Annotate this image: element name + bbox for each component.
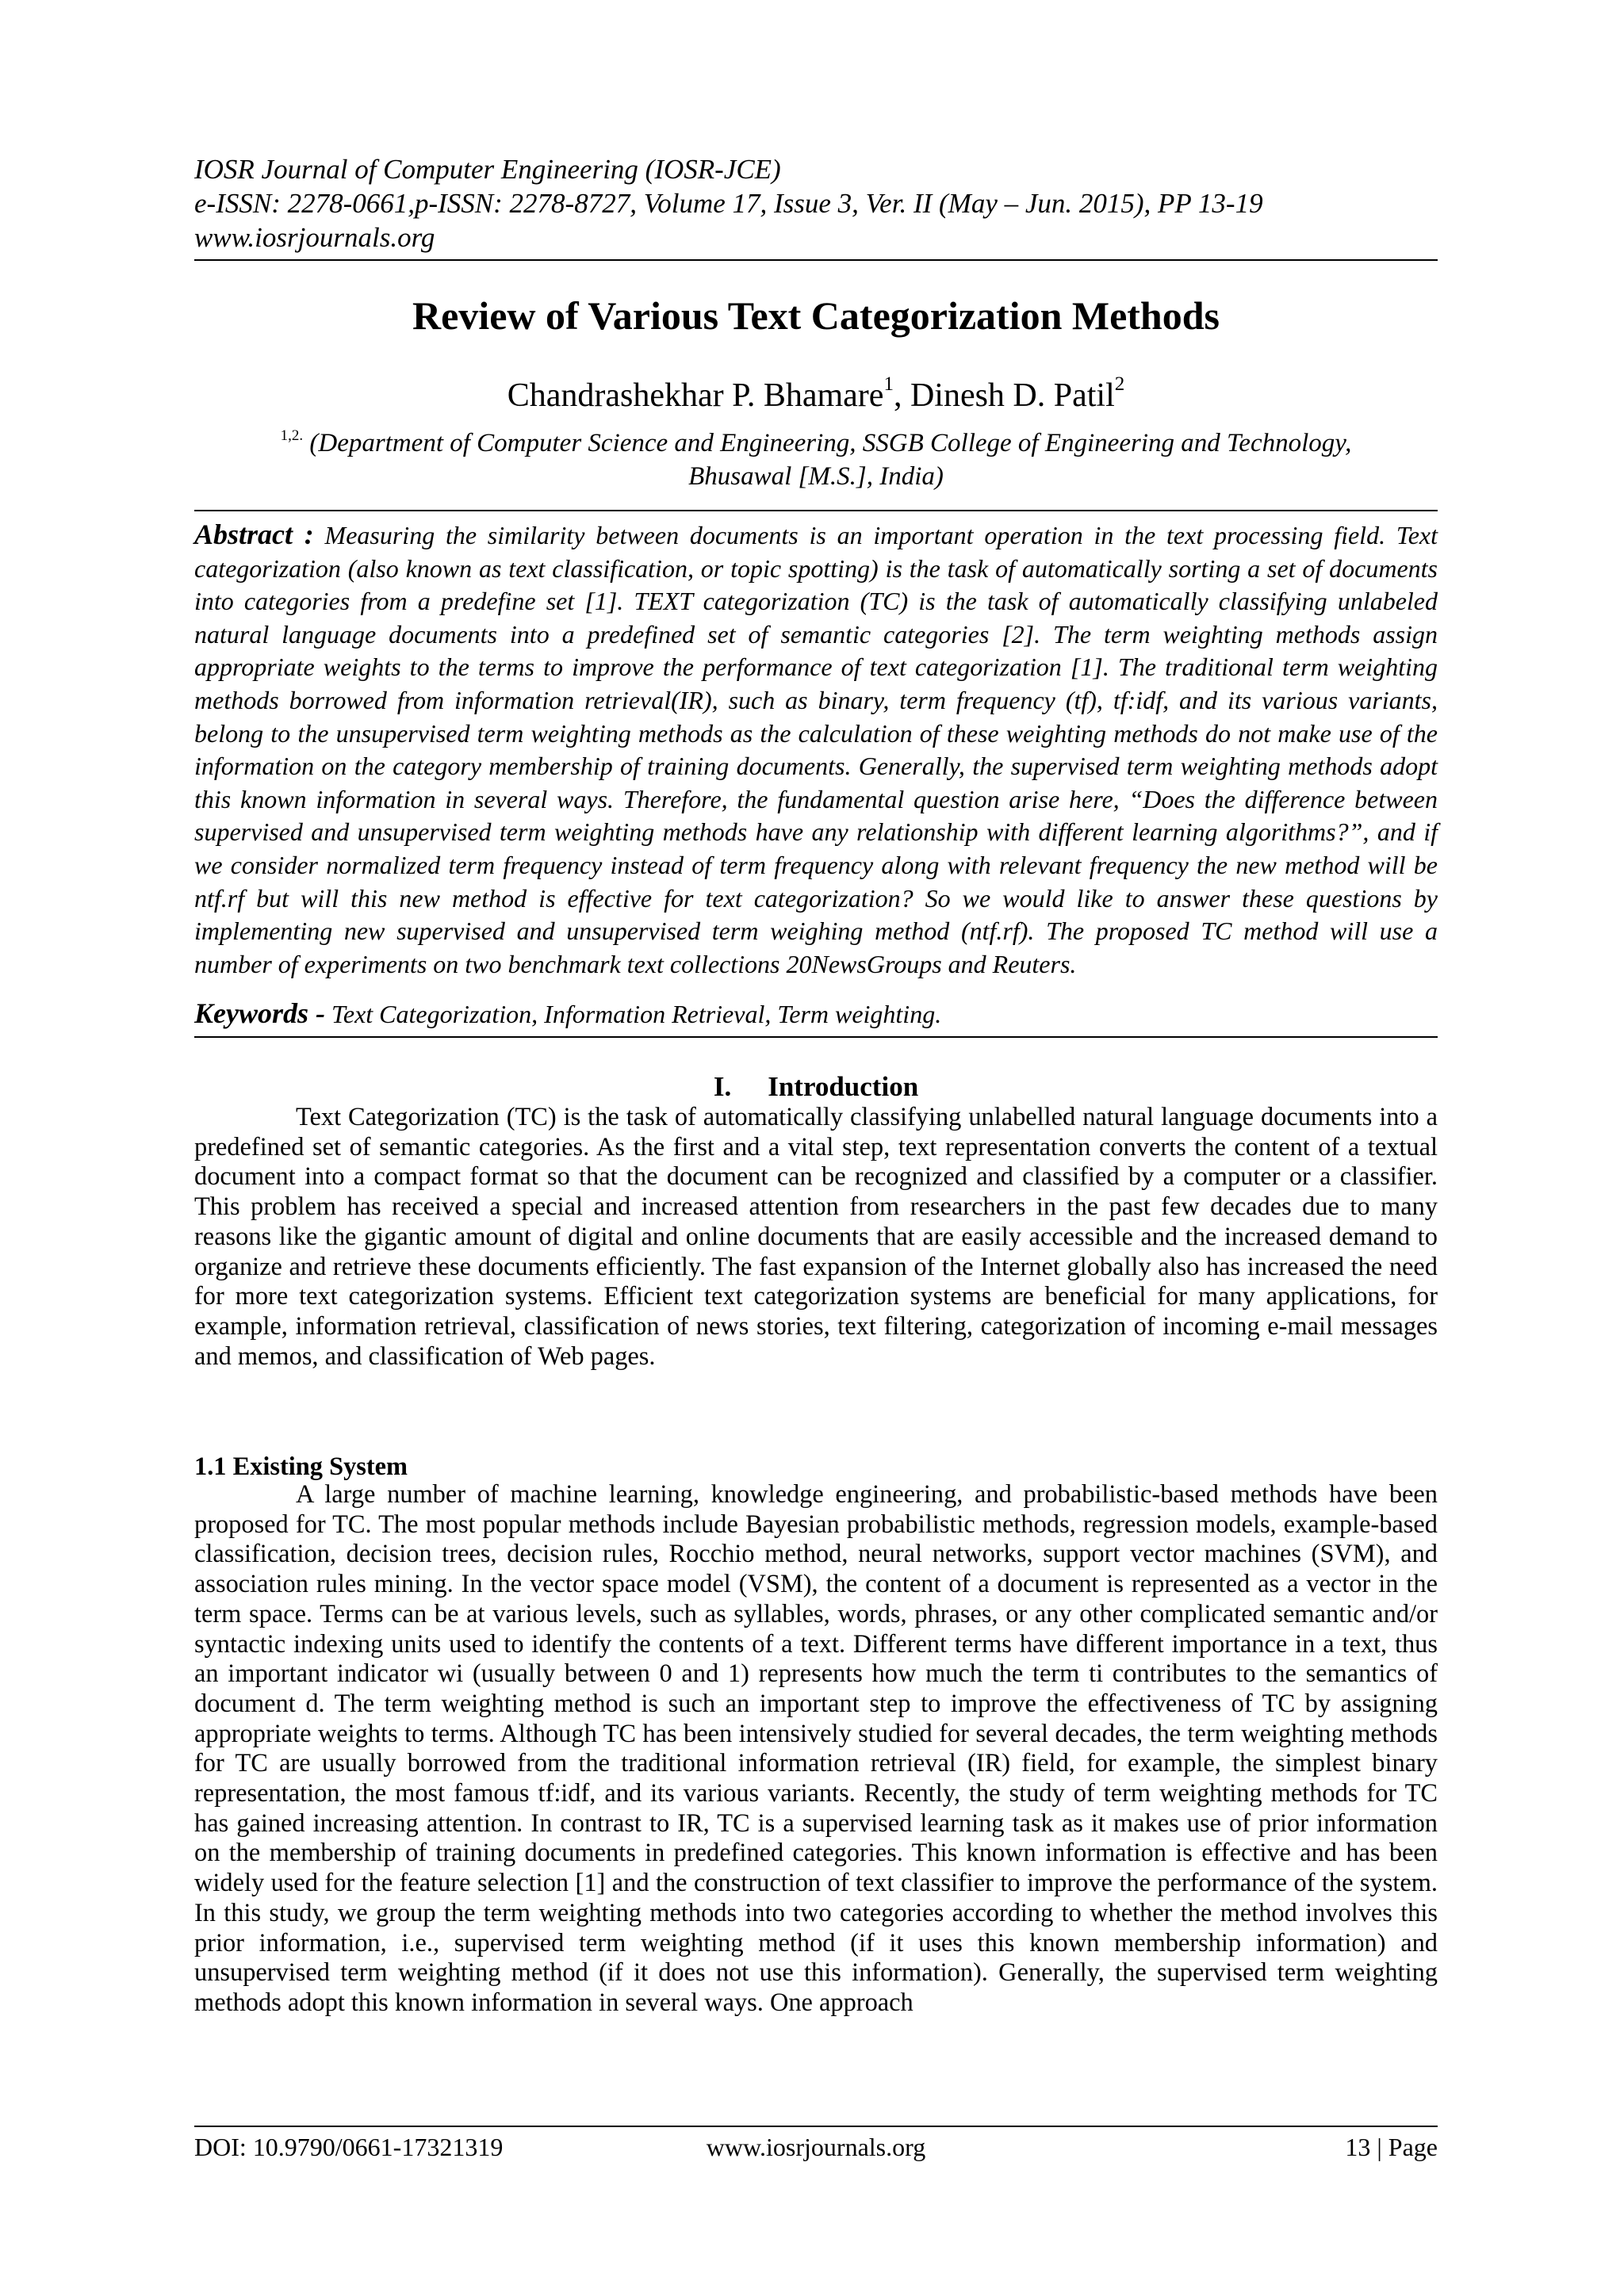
keywords-text: Text Categorization, Information Retrieval, Term weighting.	[331, 1000, 942, 1028]
footer-page-number: 13 | Page	[1345, 2133, 1438, 2161]
paper-page	[194, 0, 1438, 2296]
journal-issn: e-ISSN: 2278-0661,p-ISSN: 2278-8727, Volume 17, Issue 3, Ver. II (May – Jun. 2015), PP 13-19	[194, 188, 1263, 219]
author-mark: 2	[1114, 373, 1125, 395]
introduction-paragraph: Text Categorization (TC) is the task of automatically classifying unlabelled natural language documents into a predefined set of semantic categories. As the first and a vital step, text representation converts the content of a textual document into a compact format so that the document can be recognized and classified by a computer or a classifier. This problem has received a special and increased attention from researchers in the past few decades due to many reasons like the gigantic amount of digital and online documents that are easily accessible and the increased demand to organize and retrieve these documents efficiently. The fast expansion of the Internet globally also has increased the need for more text categorization systems. Efficient text categorization systems are beneficial for many applications, for example, information retrieval, classification of news stories, text filtering, categorization of incoming e-mail messages and memos, and classification of Web pages.	[194, 1103, 1438, 1371]
keywords	[194, 997, 1438, 1031]
author-mark: 1	[883, 373, 894, 395]
footer-website: www.iosrjournals.org	[706, 2133, 926, 2161]
page-footer	[194, 2130, 1438, 2164]
affiliation-mark: 1,2.	[280, 427, 304, 444]
abstract-bottom-rule	[194, 1036, 1438, 1038]
abstract-top-rule	[194, 510, 1438, 511]
journal-website: www.iosrjournals.org	[194, 222, 435, 253]
journal-name: IOSR Journal of Computer Engineering (IOSR-JCE)	[194, 154, 781, 185]
affiliation	[242, 427, 1390, 493]
author-separator: ,	[893, 377, 910, 414]
footer-doi: DOI: 10.9790/0661-17321319	[194, 2133, 504, 2161]
section-heading-introduction	[194, 1070, 1438, 1104]
section-number: I.	[713, 1071, 732, 1102]
journal-header	[194, 152, 1438, 254]
author-list	[194, 373, 1438, 415]
header-rule	[194, 259, 1438, 261]
existing-system-paragraph: A large number of machine learning, knowledge engineering, and probabilistic-based methods have been proposed for TC. The most popular methods include Bayesian probabilistic methods, regression models, example-based classification, decision trees, decision rules, Rocchio method, neural networks, support vector machines (SVM), and association rules mining. In the vector space model (VSM), the content of a document is represented as a vector in the term space. Terms can be at various levels, such as syllables, words, phrases, or any other complicated semantic and/or syntactic indexing units used to identify the contents of a text. Different terms have different importance in a text, thus an important indicator wi (usually between 0 and 1) represents how much the term ti contributes to the semantics of document d. The term weighting method is such an important step to improve the effectiveness of TC by assigning appropriate weights to terms. Although TC has been intensively studied for several decades, the term weighting methods for TC are usually borrowed from the traditional information retrieval (IR) field, for example, the simplest binary representation, the most famous tf:idf, and its various variants. Recently, the study of term weighting methods for TC has gained increasing attention. In contrast to IR, TC is a supervised learning task as it makes use of prior information on the membership of training documents in predefined categories. This known information is effective and has been widely used for the feature selection [1] and the construction of text classifier to improve the performance of the system. In this study, we group the term weighting methods into two categories according to whether the method involves this prior information, i.e., supervised term weighting method (if it uses this known membership information) and unsupervised term weighting method (if it does not use this information). Generally, the supervised term weighting methods adopt this known information in several ways. One approach	[194, 1480, 1438, 2017]
affiliation-text: (Department of Computer Science and Engineering, SSGB College of Engineering and Technology, Bhusawal [M.S.], India)	[309, 429, 1352, 491]
abstract-label: Abstract :	[194, 519, 314, 550]
paper-title: Review of Various Text Categorization Methods	[412, 293, 1220, 338]
abstract	[194, 519, 1438, 981]
author-name: Chandrashekhar P. Bhamare	[507, 377, 884, 414]
keywords-label: Keywords -	[194, 997, 325, 1029]
abstract-text: Measuring the similarity between documents is an important operation in the text processing field. Text categorization (also known as text classification, or topic spotting) is the task of automatically sorting a set of documents into categories from a predefine set [1]. TEXT categorization (TC) is the task of automatically classifying unlabeled natural language documents into a predefined set of semantic categories [2]. The term weighting methods assign appropriate weights to the terms to improve the performance of text categorization [1]. The traditional term weighting methods borrowed from information retrieval(IR), such as binary, term frequency (tf), tf:idf, and its various variants, belong to the unsupervised term weighting methods as the calculation of these weighting methods do not make use of the information on the category membership of training documents. Generally, the supervised term weighting methods adopt this known information in several ways. Therefore, the fundamental question arise here, “Does the difference between supervised and unsupervised term weighting methods have any relationship with different learning algorithms?”, and if we consider normalized term frequency instead of term frequency along with relevant frequency the new method will be ntf.rf but will this new method is effective for text categorization? So we would like to answer these questions by implementing new supervised and unsupervised term weighing method (ntf.rf). The proposed TC method will use a number of experiments on two benchmark text collections 20NewsGroups and Reuters.	[194, 521, 1438, 978]
author-name: Dinesh D. Patil	[910, 377, 1115, 414]
footer-rule	[194, 2126, 1438, 2127]
subsection-heading-existing-system: 1.1 Existing System	[194, 1452, 408, 1481]
section-title: Introduction	[768, 1071, 919, 1102]
